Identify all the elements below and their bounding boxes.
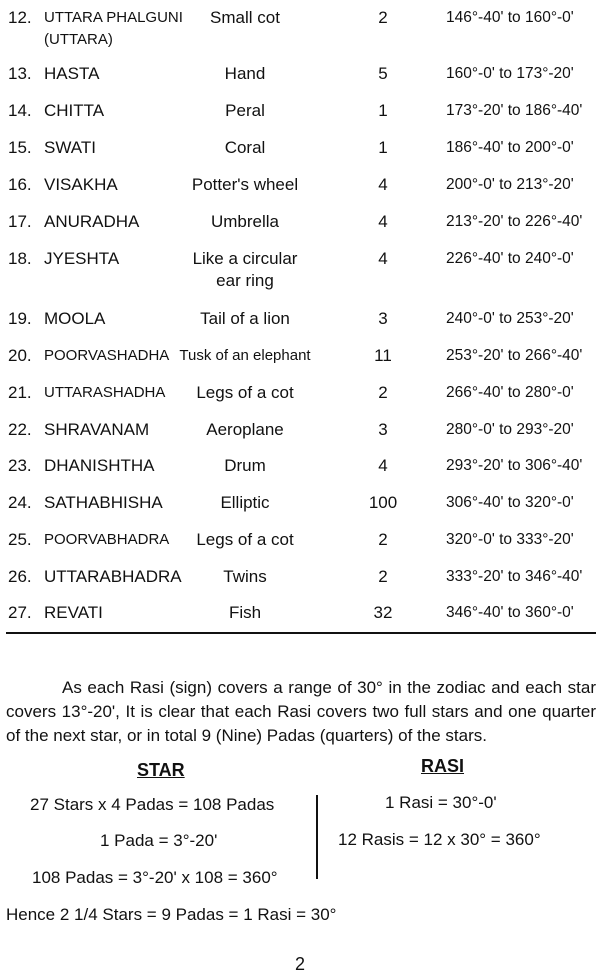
paragraph-text: As each Rasi (sign) covers a range of 30° in the zodiac and each star covers 13°-20', It is clear that each Rasi covers two full stars and one quarter of the next star, or in total 9 (Nine) Padas (quarters) of the stars. xyxy=(6,678,596,745)
star-range: 200°-0' to 213°-20' xyxy=(446,176,574,193)
star-range: 333°-20' to 346°-40' xyxy=(446,568,583,585)
star-name: UTTARABHADRA xyxy=(44,567,182,586)
star-name: SATHABHISHA xyxy=(44,493,163,512)
row-number: 17. xyxy=(8,212,32,231)
star-count: 2 xyxy=(378,530,388,549)
star-count: 5 xyxy=(378,64,388,83)
star-symbol: Twins xyxy=(223,567,267,586)
star-symbol: Tail of a lion xyxy=(200,309,290,328)
rasi-equation-1: 1 Rasi = 30°-0' xyxy=(385,793,497,812)
row-number: 27. xyxy=(8,603,32,622)
column-divider xyxy=(316,795,318,879)
star-heading: STAR xyxy=(137,760,185,780)
star-name: SHRAVANAM xyxy=(44,420,150,439)
star-count: 11 xyxy=(374,346,392,365)
star-symbol-cont: ear ring xyxy=(216,271,274,290)
star-count: 2 xyxy=(378,8,388,27)
star-count: 100 xyxy=(368,493,398,512)
row-number: 23. xyxy=(8,456,32,475)
rasi-equation-2: 12 Rasis = 12 x 30° = 360° xyxy=(338,830,541,849)
row-number: 20. xyxy=(8,346,32,365)
star-name: HASTA xyxy=(44,64,100,83)
star-name-alt: (UTTARA) xyxy=(44,31,113,48)
star-count: 4 xyxy=(378,456,388,475)
star-name: VISAKHA xyxy=(44,175,118,194)
row-number: 14. xyxy=(8,101,32,120)
star-symbol: Umbrella xyxy=(210,212,280,231)
row-number: 16. xyxy=(8,175,32,194)
star-name: DHANISHTHA xyxy=(44,456,155,475)
row-number: 22. xyxy=(8,420,32,439)
star-equation-3: 108 Padas = 3°-20' x 108 = 360° xyxy=(32,868,278,887)
star-range: 226°-40' to 240°-0' xyxy=(446,250,574,267)
star-name: CHITTA xyxy=(44,101,105,120)
star-symbol: Coral xyxy=(224,138,266,157)
star-symbol: Aeroplane xyxy=(206,420,284,439)
star-range: 186°-40' to 200°-0' xyxy=(446,139,574,156)
star-count: 3 xyxy=(378,420,388,439)
star-count: 1 xyxy=(378,101,388,120)
star-name: ANURADHA xyxy=(44,212,140,231)
star-symbol: Elliptic xyxy=(220,493,270,512)
star-name: POORVABHADRA xyxy=(44,531,170,548)
star-count: 4 xyxy=(378,249,388,268)
rasi-heading: RASI xyxy=(421,756,465,776)
star-name: SWATI xyxy=(44,138,96,157)
star-range: 213°-20' to 226°-40' xyxy=(446,213,583,230)
star-count: 1 xyxy=(378,138,388,157)
star-symbol: Hand xyxy=(224,64,266,83)
star-symbol: Drum xyxy=(224,456,266,475)
star-count: 4 xyxy=(378,175,388,194)
star-symbol: Small cot xyxy=(210,8,280,27)
row-number: 15. xyxy=(8,138,32,157)
star-symbol: Potter's wheel xyxy=(191,175,299,194)
star-range: 266°-40' to 280°-0' xyxy=(446,384,574,401)
star-count: 2 xyxy=(378,383,388,402)
row-number: 13. xyxy=(8,64,32,83)
explanation-paragraph xyxy=(6,676,596,748)
star-range: 320°-0' to 333°-20' xyxy=(446,531,574,548)
star-equation-1: 27 Stars x 4 Padas = 108 Padas xyxy=(30,795,275,814)
row-number: 26. xyxy=(8,567,32,586)
star-name: POORVASHADHA xyxy=(44,347,170,364)
star-name: UTTARASHADHA xyxy=(44,384,166,401)
star-range: 280°-0' to 293°-20' xyxy=(446,421,574,438)
star-range: 346°-40' to 360°-0' xyxy=(446,604,574,621)
star-count: 3 xyxy=(378,309,388,328)
star-range: 253°-20' to 266°-40' xyxy=(446,347,583,364)
star-symbol: Tusk of an elephant xyxy=(179,347,311,364)
star-range: 240°-0' to 253°-20' xyxy=(446,310,574,327)
conclusion: Hence 2 1/4 Stars = 9 Padas = 1 Rasi = 30° xyxy=(6,905,337,924)
star-range: 173°-20' to 186°-40' xyxy=(446,102,583,119)
page-number: 2 xyxy=(294,954,305,974)
star-count: 32 xyxy=(373,603,393,622)
star-count: 4 xyxy=(378,212,388,231)
row-number: 21. xyxy=(8,383,32,402)
row-number: 24. xyxy=(8,493,32,512)
star-name: MOOLA xyxy=(44,309,106,328)
row-number: 19. xyxy=(8,309,32,328)
star-name: UTTARA PHALGUNI xyxy=(44,9,183,26)
star-count: 2 xyxy=(378,567,388,586)
star-name: JYESHTA xyxy=(44,249,120,268)
row-number: 12. xyxy=(8,8,32,27)
row-number: 25. xyxy=(8,530,32,549)
star-symbol: Legs of a cot xyxy=(196,530,294,549)
star-symbol: Fish xyxy=(228,603,262,622)
star-symbol: Like a circular xyxy=(192,249,298,268)
row-number: 18. xyxy=(8,249,32,268)
star-name: REVATI xyxy=(44,603,103,622)
star-symbol: Peral xyxy=(225,101,265,120)
star-range: 160°-0' to 173°-20' xyxy=(446,65,574,82)
star-range: 306°-40' to 320°-0' xyxy=(446,494,574,511)
star-equation-2: 1 Pada = 3°-20' xyxy=(100,831,218,850)
star-range: 146°-40' to 160°-0' xyxy=(446,9,574,26)
star-range: 293°-20' to 306°-40' xyxy=(446,457,583,474)
table-bottom-rule xyxy=(6,632,596,634)
star-symbol: Legs of a cot xyxy=(196,383,294,402)
